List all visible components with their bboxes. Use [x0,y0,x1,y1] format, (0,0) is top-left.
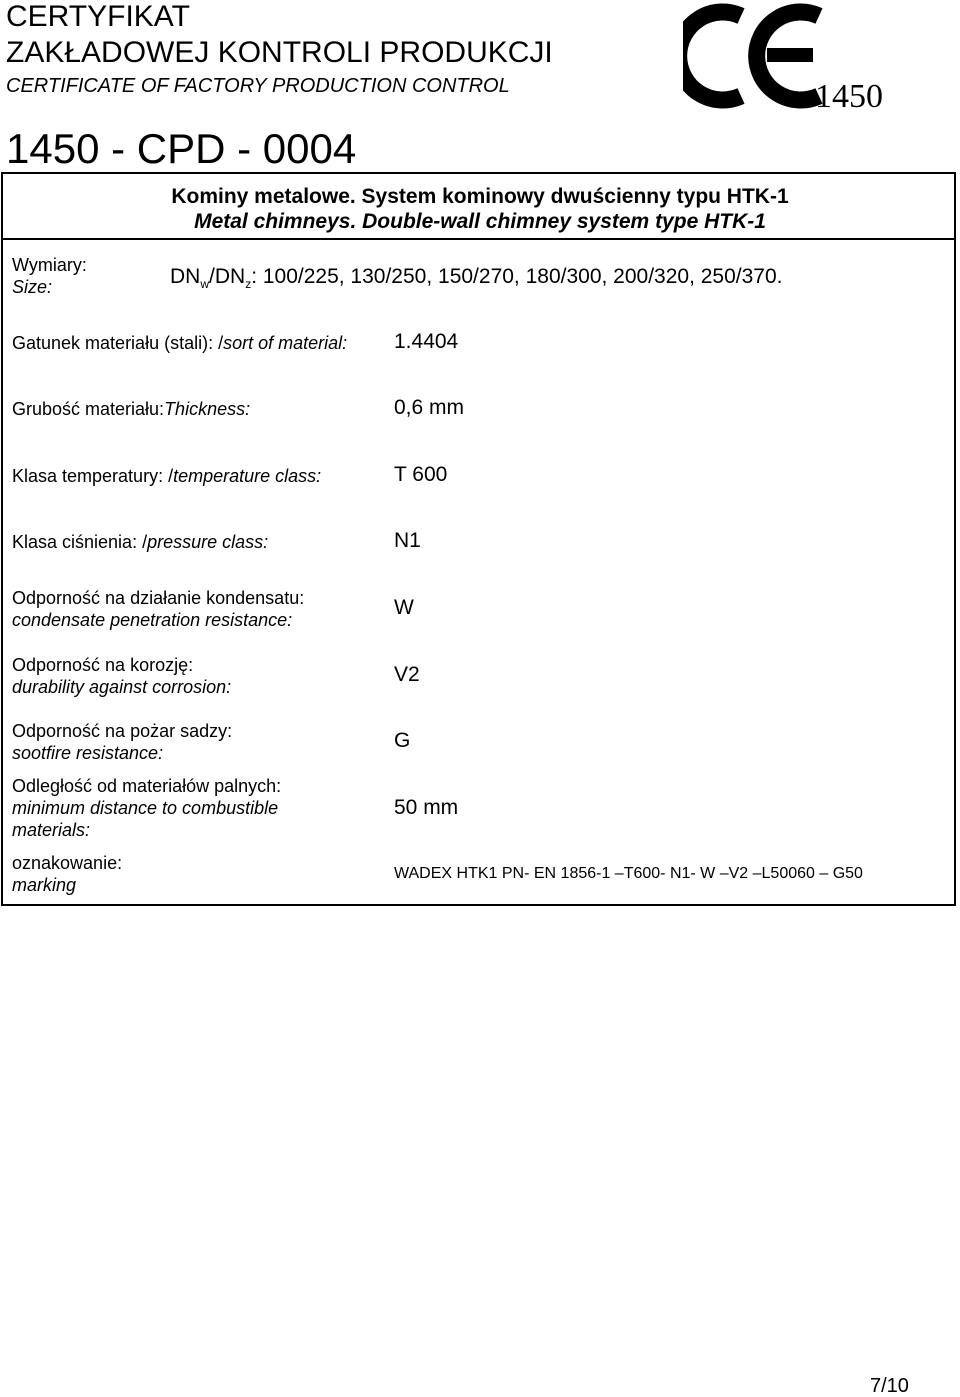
corrosion-label-pl: Odporność na korozję: [12,655,194,675]
condensate-label-en: condensate penetration resistance: [12,610,293,630]
product-name-pl: Kominy metalowe. System kominowy dwuścienny typu HTK-1 [171,185,789,208]
notified-body-number: 1450 [815,78,883,115]
page-number: 7/10 [870,1375,909,1397]
material-grade-value: 1.4404 [394,330,459,353]
marking-label-en: marking [12,875,77,895]
product-divider [2,238,955,240]
certificate-title-pl-line2: ZAKŁADOWEJ KONTROLI PRODUKCJI [6,36,553,69]
distance-label-en-2: materials: [12,820,91,840]
size-label-en: Size: [12,277,53,297]
marking-label-pl: oznakowanie: [12,853,123,873]
corrosion-value: V2 [394,663,420,686]
thickness-value: 0,6 mm [394,396,465,419]
material-grade-label: Gatunek materiału (stali): /sort of material: [12,333,348,353]
distance-value: 50 mm [394,796,459,819]
distance-label-pl: Odległość od materiałów palnych: [12,776,282,796]
certificate-number: 1450 - CPD - 0004 [6,125,357,172]
condensate-value: W [394,596,414,619]
pressure-class-label: Klasa ciśnienia: /pressure class: [12,532,269,552]
ce-mark-logo [683,2,833,110]
size-values: $DN_w/DN_z$: 100/225, 130/250, 150/270, 180/300, 200/320, 250/370. [170,265,783,292]
certificate-title-pl-line1: CERTYFIKAT [6,0,190,33]
distance-label-en: minimum distance to combustible [12,798,279,818]
pressure-class-value: N1 [394,529,421,552]
size-label-pl: Wymiary: [12,255,87,275]
thickness-label: Grubość materiału:Thickness: [12,399,251,419]
product-name-en: Metal chimneys. Double-wall chimney system type HTK-1 [194,210,766,233]
sootfire-value: G [394,729,411,752]
temperature-class-label: Klasa temperatury: /temperature class: [12,466,322,486]
temperature-class-value: T 600 [394,463,448,486]
sootfire-label-en: sootfire resistance: [12,743,164,763]
sootfire-label-pl: Odporność na pożar sadzy: [12,721,233,741]
marking-value: WADEX HTK1 PN- EN 1856-1 –T600- N1- W –V2 –L50060 – G50 [394,865,863,882]
certificate-title-en: CERTIFICATE OF FACTORY PRODUCTION CONTROL [6,75,510,97]
corrosion-label-en: durability against corrosion: [12,677,232,697]
condensate-label-pl: Odporność na działanie kondensatu: [12,588,305,608]
